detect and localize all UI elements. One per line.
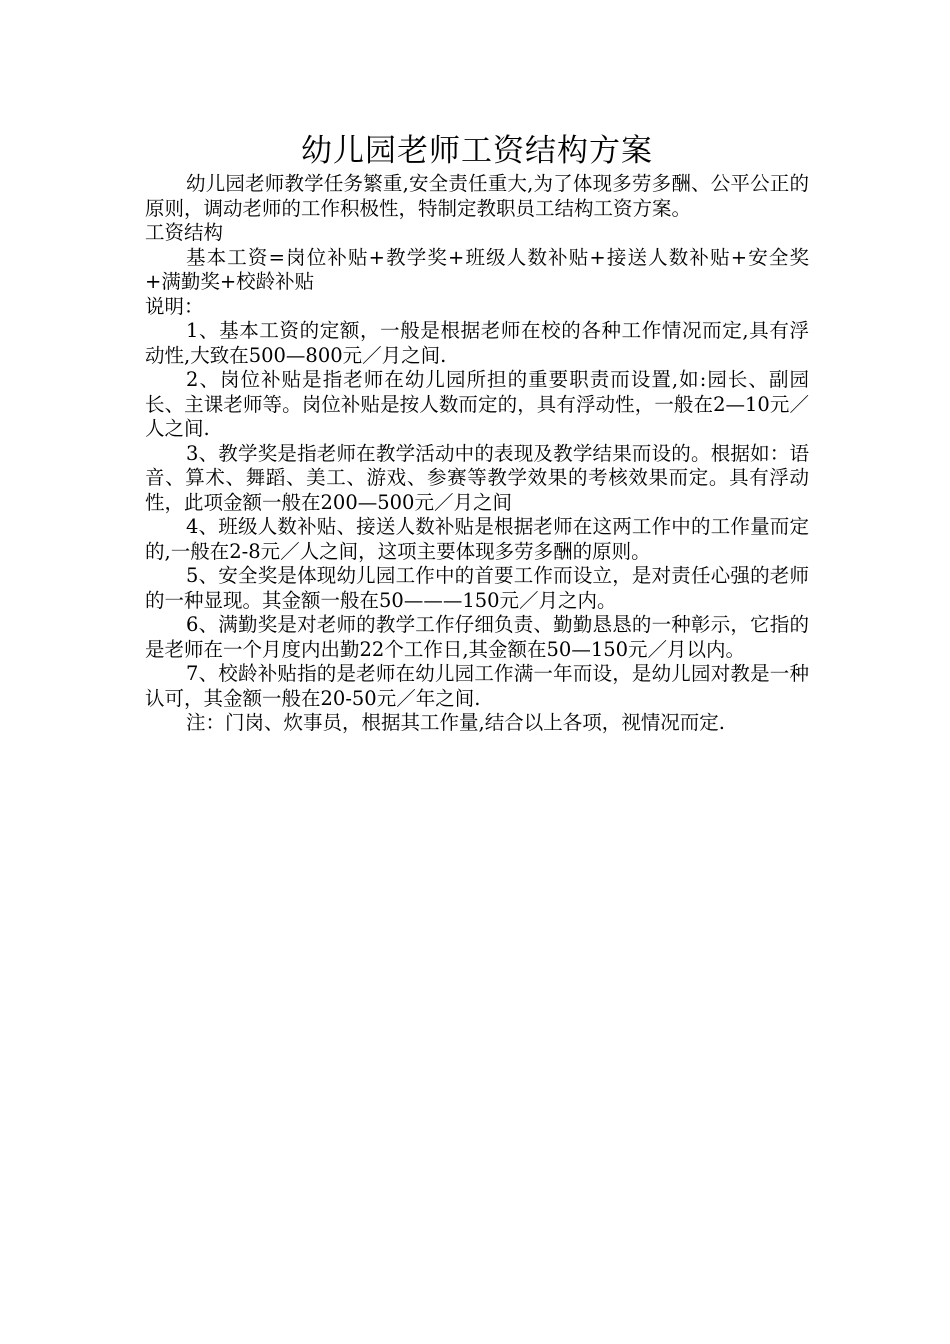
document-body: [145, 130, 809, 736]
document-title: 幼儿园老师工资结构方案: [301, 133, 653, 169]
intro-paragraph: 幼儿园老师教学任务繁重,安全责任重大,为了体现多劳多酬、公平公正的原则，调动老师的工作积极性，特制定教职员工结构工资方案。: [145, 172, 809, 220]
section-heading-explanation: 说明：: [145, 294, 204, 318]
salary-formula: 基本工资=岗位补贴+教学奖+班级人数补贴+接送人数补贴+安全奖+满勤奖+校龄补贴: [145, 245, 809, 293]
item-safety-award: 5、安全奖是体现幼儿园工作中的首要工作而设立，是对责任心强的老师的一种显现。其金额一般在50———150元／月之内。: [145, 564, 809, 612]
item-teaching-award: 3、教学奖是指老师在教学活动中的表现及教学结果而设的。根据如：语音、算术、舞蹈、美工、游戏、参赛等教学效果的考核效果而定。具有浮动性，此项金额一般在200—500元／月之间: [145, 441, 809, 514]
note-paragraph: 注：门岗、炊事员，根据其工作量,结合以上各项，视情况而定.: [186, 711, 725, 734]
item-base-salary: 1、基本工资的定额，一般是根据老师在校的各种工作情况而定,具有浮动性,大致在500—800元／月之间.: [145, 319, 809, 367]
item-seniority-allowance: 7、校龄补贴指的是老师在幼儿园工作满一年而设，是幼儿园对教是一种认可，其金额一般在20-50元／年之间.: [145, 662, 809, 710]
item-position-allowance: 2、岗位补贴是指老师在幼儿园所担的重要职责而设置,如:园长、副园长、主课老师等。岗位补贴是按人数而定的，具有浮动性，一般在2—10元／人之间.: [145, 368, 809, 440]
item-attendance-award: 6、满勤奖是对老师的教学工作仔细负责、勤勤恳恳的一种彰示，它指的是老师在一个月度内出勤22个工作日,其金额在50—150元／月以内。: [145, 613, 809, 661]
item-headcount-allowance: 4、班级人数补贴、接送人数补贴是根据老师在这两工作中的工作量而定的,一般在2-8元／人之间，这项主要体现多劳多酬的原则。: [145, 515, 809, 563]
section-heading-salary-structure: 工资结构: [145, 221, 224, 244]
